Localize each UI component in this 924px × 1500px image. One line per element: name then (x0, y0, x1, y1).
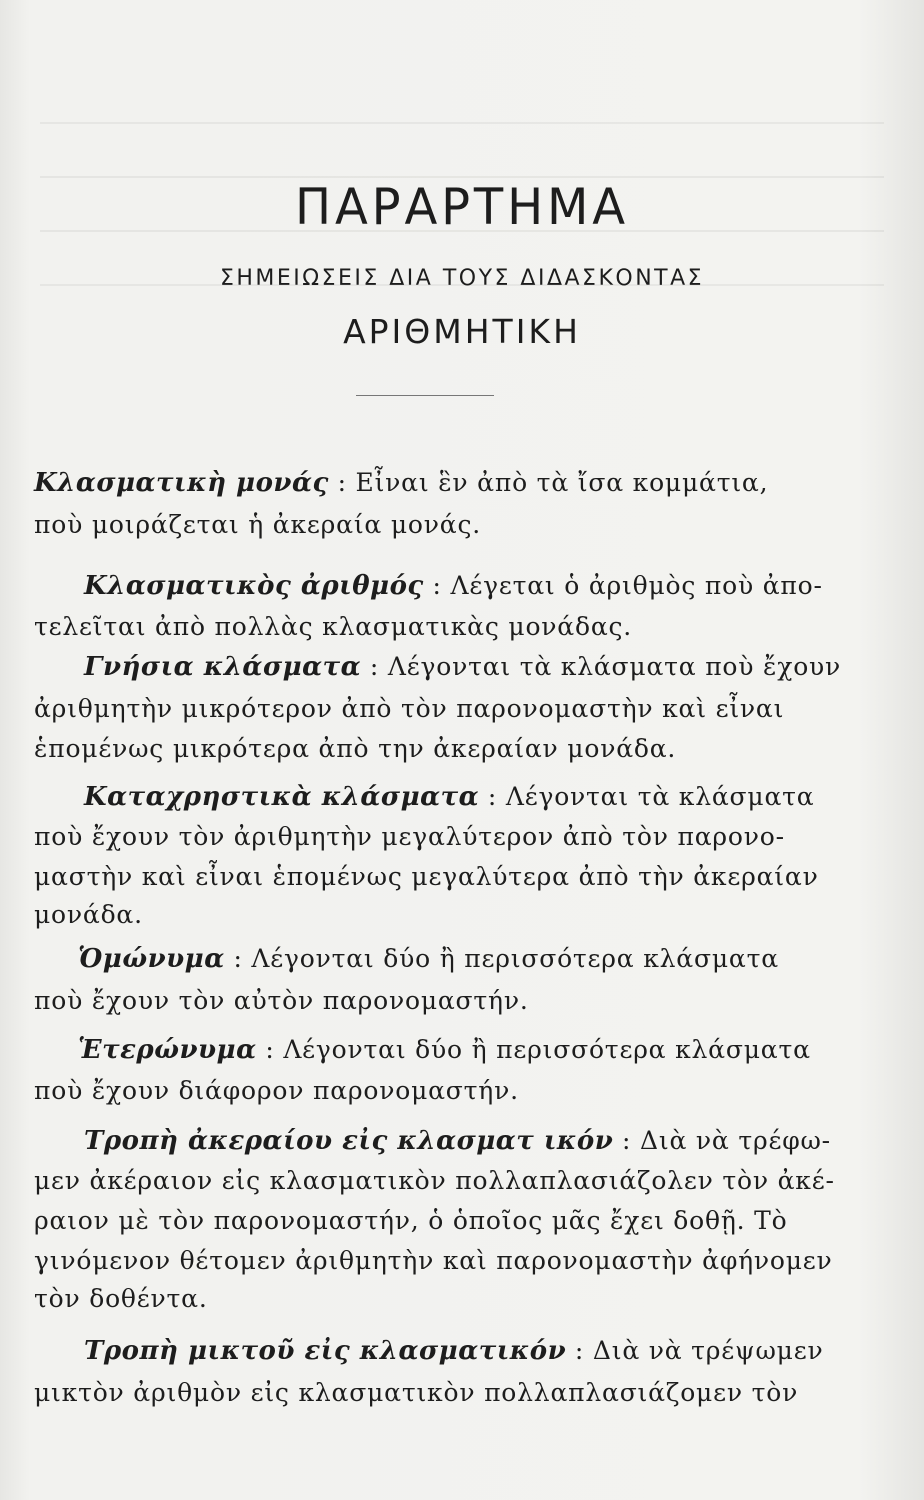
definition-term: Κλασματικὴ μονάς (34, 468, 329, 498)
definition-line: μικτὸν ἀριθμὸν εἰς κλασματικὸν πολλαπλασιάζομεν τὸν (34, 1378, 799, 1407)
definition-term: Ἑτερώνυμα (78, 1035, 257, 1065)
definition-line (78, 944, 779, 974)
definition-text: : Λέγεται ὁ ἀριθμὸς ποὺ ἀπο- (432, 571, 823, 600)
definition-line (84, 652, 841, 682)
definition-text: : Εἶναι ἓν ἀπὸ τὰ ἴσα κομμάτια, (337, 468, 769, 497)
definition-line (78, 1035, 811, 1065)
definition-term: Κλασματικὸς ἀριθμός (84, 571, 424, 601)
definition-term: Γνήσια κλάσματα (84, 652, 362, 682)
section-heading: ΑΡΙΘΜΗΤΙΚΗ (343, 312, 581, 351)
page-subtitle: ΣΗΜΕΙΩΣΕΙΣ ΔΙΑ ΤΟΥΣ ΔΙΔΑΣΚΟΝΤΑΣ (219, 266, 705, 291)
definition-line: γινόμενον θέτομεν ἀριθμητὴν καὶ παρονομαστὴν ἀφήνομεν (34, 1246, 833, 1275)
definition-text: : Διὰ νὰ τρέψωμεν (574, 1336, 824, 1365)
definition-text: : Λέγονται τὰ κλάσματα (487, 782, 815, 811)
definition-text: : Διὰ νὰ τρέφω- (622, 1126, 831, 1155)
definition-line: ἑπομένως μικρότερα ἀπὸ την ἀκεραίαν μονάδα. (34, 734, 677, 763)
definition-line: ποὺ ἔχουν τὸν αὐτὸν παρονομαστήν. (34, 986, 529, 1015)
definition-term: Καταχρηστικὰ κλάσματα (84, 782, 480, 812)
definition-line (84, 1126, 831, 1156)
definition-text: : Λέγονται τὰ κλάσματα ποὺ ἔχουν (369, 652, 842, 681)
definition-line: ποὺ μοιράζεται ἡ ἀκεραία μονάς. (34, 510, 481, 539)
definition-line: μονάδα. (34, 900, 143, 929)
divider (356, 395, 494, 396)
definition-line: ἀριθμητὴν μικρότερον ἀπὸ τὸν παρονομαστὴν καὶ εἶναι (34, 694, 785, 723)
definition-text: : Λέγονται δύο ἢ περισσότερα κλάσματα (233, 944, 779, 973)
definition-text: : Λέγονται δύο ἢ περισσότερα κλάσματα (265, 1035, 811, 1064)
definition-line (34, 468, 768, 498)
definition-line: μεν ἀκέραιον εἰς κλασματικὸν πολλαπλασιάζολεν τὸν ἀκέ- (34, 1166, 835, 1195)
definition-line: ποὺ ἔχουν τὸν ἀριθμητὴν μεγαλύτερον ἀπὸ τὸν παρονο- (34, 822, 785, 851)
definition-term: Τροπὴ ἀκεραίου εἰς κλασματ ικόν (84, 1126, 614, 1156)
definition-line: τὸν δοθέντα. (34, 1284, 208, 1313)
definition-line: ποὺ ἔχουν διάφορον παρονομαστήν. (34, 1076, 519, 1105)
definition-term: Τροπὴ μικτοῦ εἰς κλασματικόν (84, 1336, 567, 1366)
definition-line: τελεῖται ἀπὸ πολλὰς κλασματικὰς μονάδας. (34, 612, 633, 641)
definition-line (84, 1336, 823, 1366)
definition-line (84, 571, 823, 601)
definition-term: Ὁμώνυμα (78, 944, 225, 974)
page-title: ΠΑΡΑΡΤΗΜΑ (295, 178, 629, 236)
definition-line: ραιον μὲ τὸν παρονομαστήν, ὁ ὁποῖος μᾶς ἔχει δοθῇ. Τὸ (34, 1206, 788, 1235)
definition-line (84, 782, 814, 812)
definition-line: μαστὴν καὶ εἶναι ἑπομένως μεγαλύτερα ἀπὸ τὴν ἀκεραίαν (34, 862, 819, 891)
